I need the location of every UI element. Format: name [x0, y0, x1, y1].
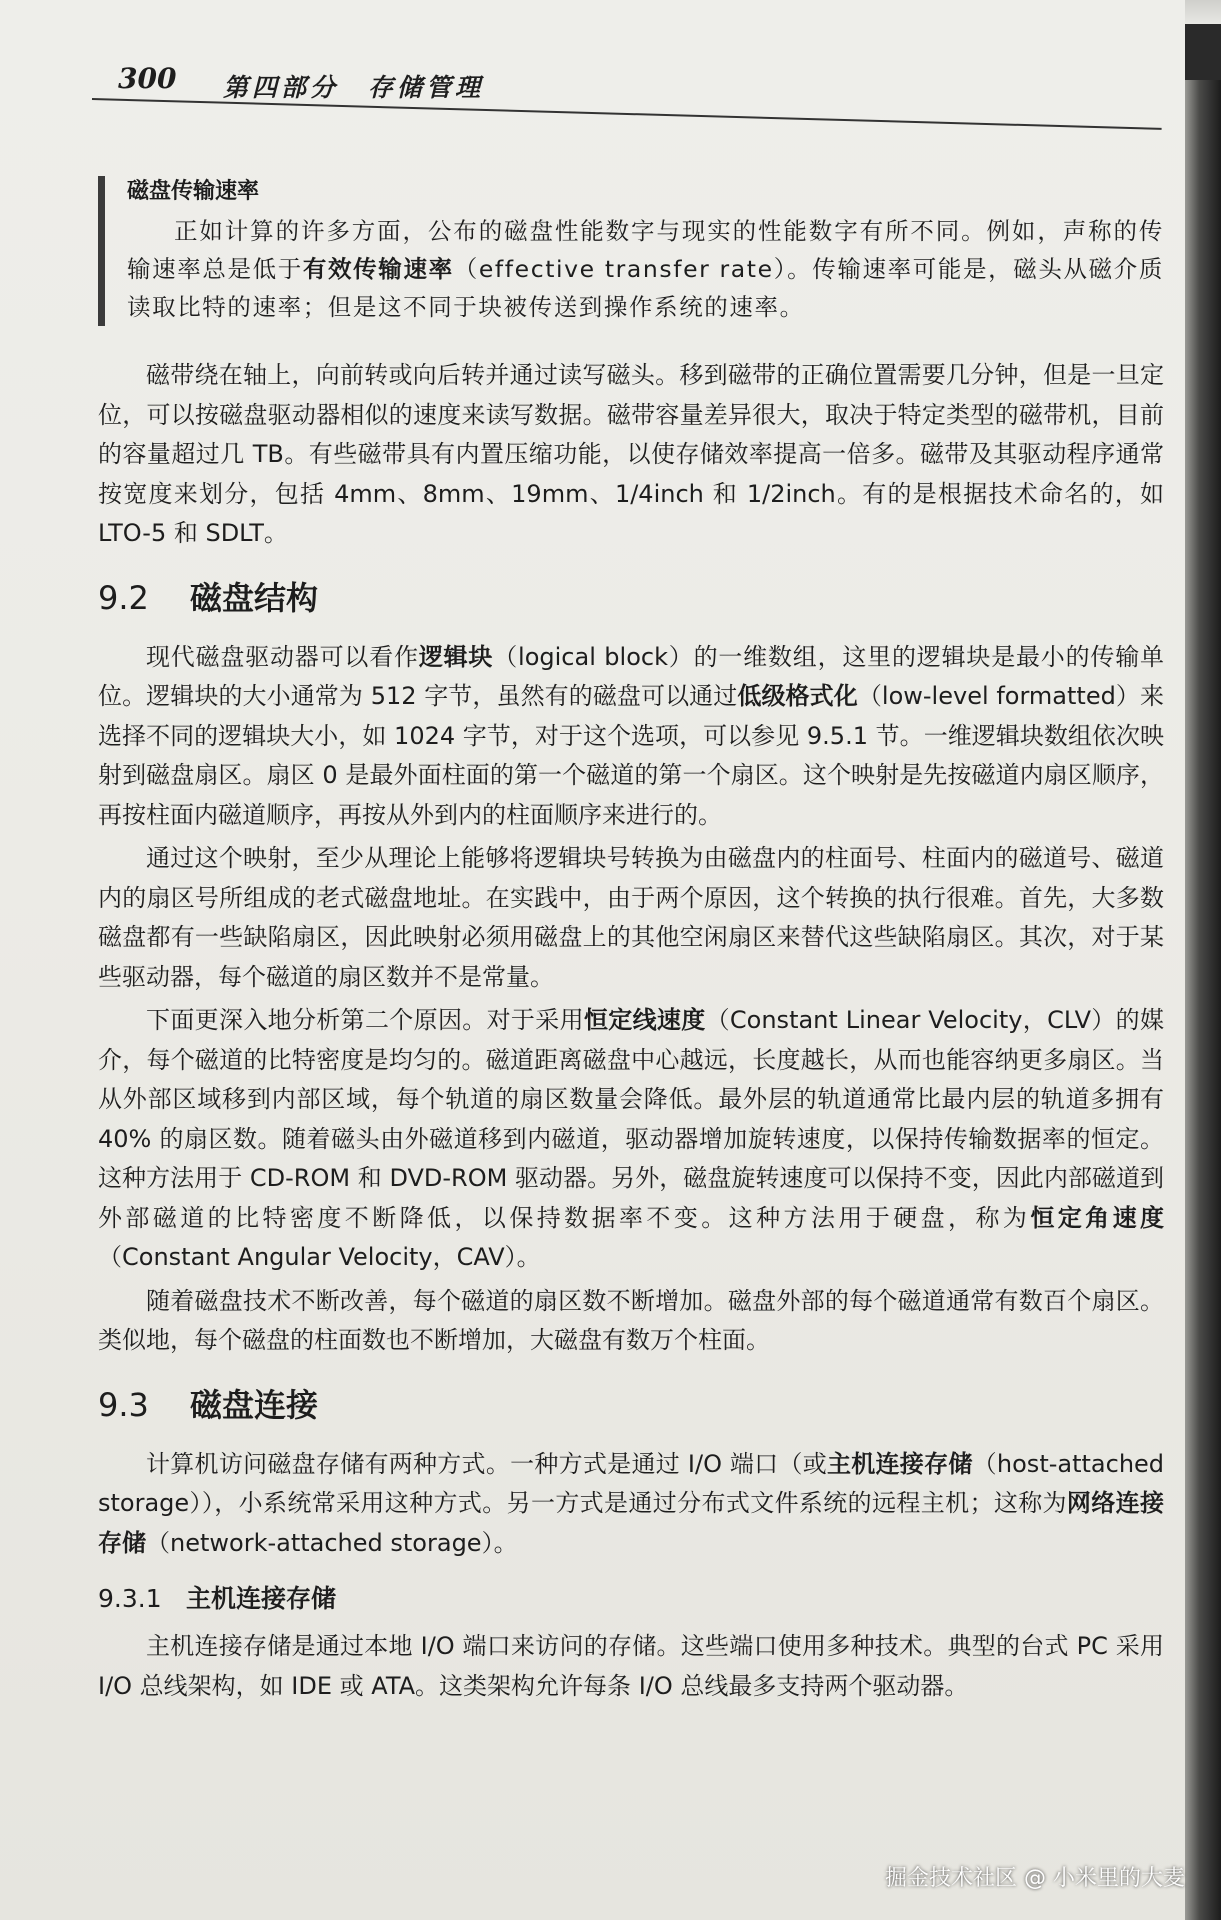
sidebar-text-1: 正如计算的许多方面，公布的磁盘性能数字与现实的性能数字有所不同。例如，声称的传输速率总是低于: [127, 217, 1164, 283]
sidebar-box: [98, 176, 1164, 326]
text-run: 下面更深入地分析第二个原因。对于采用: [146, 1006, 584, 1034]
section-title: 磁盘连接: [190, 1385, 319, 1424]
subsection-title: 主机连接存储: [186, 1584, 337, 1613]
paragraph: 主机连接存储是通过本地 I/O 端口来访问的存储。这些端口使用多种技术。典型的台式 PC 采用 I/O 总线架构，如 IDE 或 ATA。这类架构允许每条 I/O 总线最多支持两个驱动器。: [98, 1632, 1164, 1700]
paragraph: [98, 1445, 1164, 1564]
subsection-number: 9.3.1: [98, 1584, 162, 1613]
section-number: 9.3: [98, 1385, 149, 1424]
paragraph: [98, 638, 1164, 836]
tape-paragraph: 磁带绕在轴上，向前转或向后转并通过读写磁头。移到磁带的正确位置需要几分钟，但是一旦定位，可以按磁盘驱动器相似的速度来读写数据。磁带容量差异很大，取决于特定类型的磁带机，目前的容量超过几 TB。有些磁带具有内置压缩功能，以使存储效率提高一倍多。磁带及其驱动程序通常按宽度来划分，包括 4mm、8mm、19mm、1/4inch 和 1/2inch。有的是根据技术命名的，如 LTO-5 和 SDLT。: [98, 361, 1164, 547]
page-content: [98, 176, 1164, 1710]
text-run: 现代磁盘驱动器可以看作: [146, 642, 419, 671]
text-run: （low-level formatted）来选择不同的逻辑块大小，如 1024 字节，对于这个选项，可以参见 9.5.1 节。一维逻辑块数组依次映射到磁盘扇区。扇区 0 是最外面柱面的第一个磁道的第一个扇区。这个映射是先按磁道内扇区顺序，再按柱面内磁道顺序，再按从外到内的柱面顺序来进行的。: [98, 682, 1165, 829]
term: 逻辑块: [418, 642, 494, 671]
section-heading-9-2: [98, 576, 1164, 620]
paragraph: [98, 1001, 1164, 1278]
subsection-heading-9-3-1: [98, 1581, 1164, 1617]
paragraph: 随着磁盘技术不断改善，每个磁道的扇区数不断增加。磁盘外部的每个磁道通常有数百个扇区。类似地，每个磁盘的柱面数也不断增加，大磁盘有数万个柱面。: [98, 1286, 1164, 1354]
section-heading-9-3: [98, 1383, 1164, 1427]
section-number: 9.2: [98, 578, 149, 617]
text-run: （host-attached storage）），小系统常采用这种方式。另一方式是通过分布式文件系统的远程主机；这称为: [98, 1449, 1165, 1517]
sidebar-paragraph: [127, 212, 1164, 326]
text-run: （network-attached storage）。: [146, 1528, 518, 1557]
text-run: （Constant Linear Velocity，CLV）的媒介，每个磁道的比特密度是均匀的。磁道距离磁盘中心越远，长度越长，从而也能容纳更多扇区。当从外部区域移到内部区域，每个轨道的扇区数量会降低。最外层的轨道通常比最内层的轨道多拥有 40% 的扇区数。随着磁头由外磁道移到内磁道，驱动器增加旋转速度，以保持传输数据率的恒定。这种方法用于 CD-ROM 和 DVD-ROM 驱动器。另外，磁盘旋转速度可以保持不变，因此内部磁道到外部磁道的比特密度不断降低，以保持数据率不变。这种方法用于硬盘，称为: [98, 1006, 1165, 1232]
term: 主机连接存储: [826, 1449, 973, 1478]
section-title: 磁盘结构: [190, 578, 319, 617]
text-run: 计算机访问磁盘存储有两种方式。一种方式是通过 I/O 端口（或: [146, 1449, 827, 1478]
sidebar-term: 有效传输速率: [302, 255, 454, 283]
paragraph: 通过这个映射，至少从理论上能够将逻辑块号转换为由磁盘内的柱面号、柱面内的磁道号、磁道内的扇区号所组成的老式磁盘地址。在实践中，由于两个原因，这个转换的执行很难。首先，大多数磁盘都有一些缺陷扇区，因此映射必须用磁盘上的其他空闲扇区来替代这些缺陷扇区。其次，对于某些驱动器，每个磁道的扇区数并不是常量。: [98, 844, 1164, 991]
sidebar-text-2: （effective transfer rate）。传输速率可能是，磁头从磁介质读取比特的速率；但是这不同于块被传送到操作系统的速率。: [127, 255, 1164, 321]
sidebar-title: 磁盘传输速率: [127, 179, 260, 204]
term: 网络连接存储: [98, 1489, 1165, 1557]
page-number: 300: [118, 62, 177, 95]
term: 低级格式化: [737, 682, 858, 710]
watermark: 掘金技术社区 @ 小米里的大麦: [885, 1866, 1185, 1891]
text-run: （logical block）的一维数组，这里的逻辑块是最小的传输单位。逻辑块的大小通常为 512 字节，虽然有的磁盘可以通过: [98, 642, 1165, 710]
text-run: （Constant Angular Velocity，CAV）。: [98, 1243, 541, 1271]
term: 恒定角速度: [1030, 1203, 1165, 1232]
page-edge-shadow: [1185, 80, 1221, 1920]
term: 恒定线速度: [583, 1006, 706, 1034]
running-head: 第四部分 存储管理: [223, 73, 485, 102]
